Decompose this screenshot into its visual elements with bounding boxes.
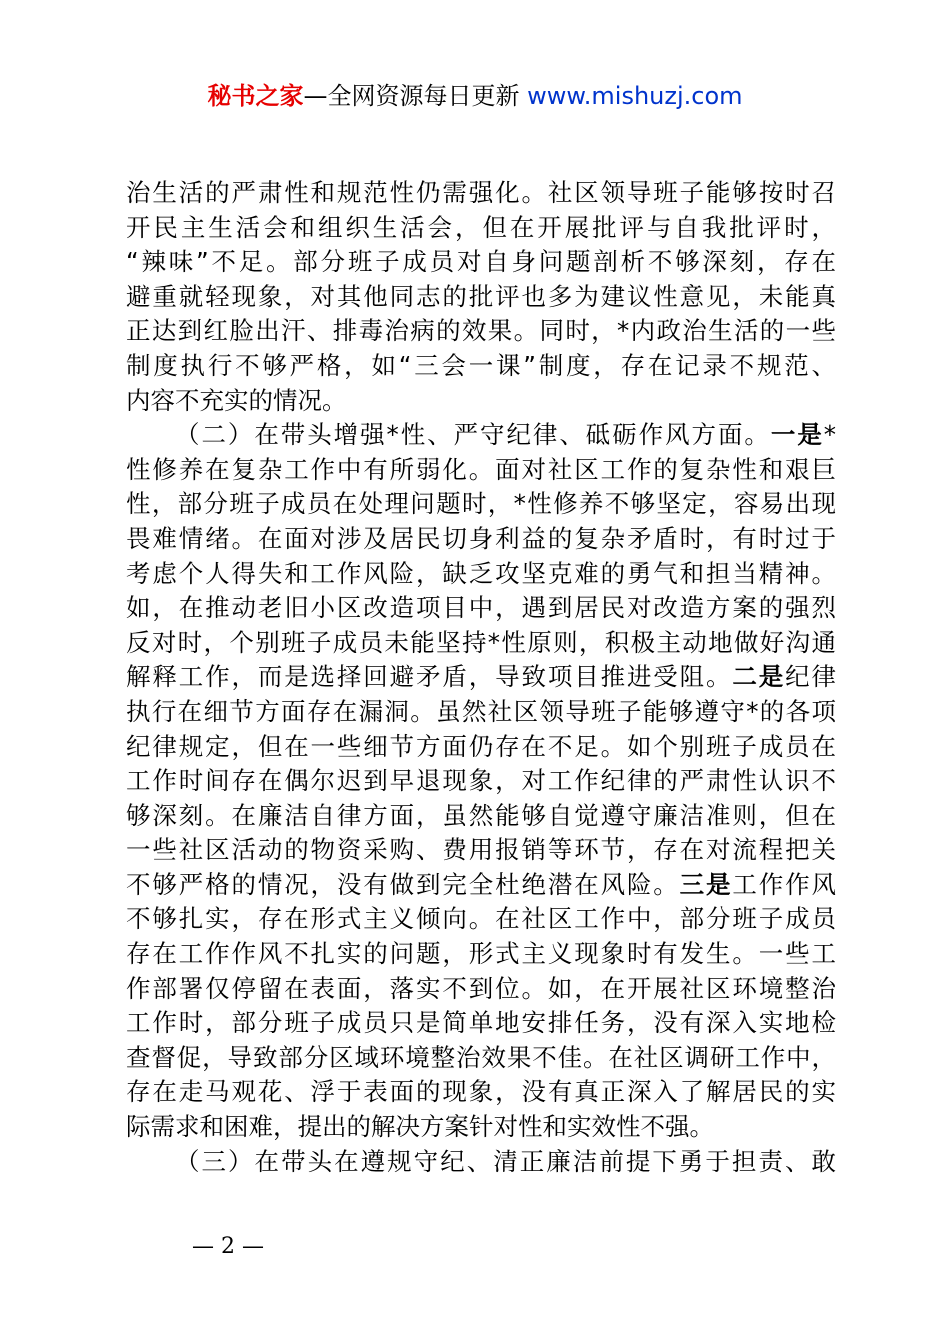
text-line [126,384,836,419]
page-number: — 2 — [192,1234,264,1259]
text-line [126,1145,836,1180]
text-run: 存在工作作风不扎实的问题，形式主义现象时有发生。一些工 [126,939,836,969]
text-run: 制度执行不够严格，如“三会一课”制度，存在记录不规范、 [126,350,836,380]
text-line [126,868,836,903]
site-url-link[interactable]: www.mishuzj.com [527,82,743,110]
text-run: 内容不充实的情况。 [126,385,347,415]
text-run: 开民主生活会和组织生活会，但在开展批评与自我批评时， [126,212,836,242]
text-run: 存在走马观花、浮于表面的现象，没有真正深入了解居民的实 [126,1077,836,1107]
document-body [126,176,836,1179]
text-run: 纪律规定，但在一些细节方面仍存在不足。如个别班子成员在 [126,731,836,761]
text-line [126,1006,836,1041]
text-run: 查督促，导致部分区域环境整治效果不佳。在社区调研工作中， [126,1042,836,1072]
text-line [126,764,836,799]
text-run: 正达到红脸出汗、排毒治病的效果。同时，*内政治生活的一些 [126,316,836,346]
text-run: “辣味”不足。部分班子成员对自身问题剖析不够深刻，存在 [126,247,836,277]
text-line [126,972,836,1007]
text-run: 够深刻。在廉洁自律方面，虽然能够自觉遵守廉洁准则，但在 [126,800,836,830]
text-line [126,695,836,730]
text-line [126,626,836,661]
text-line [126,522,836,557]
text-line [126,557,836,592]
text-run: 避重就轻现象，对其他同志的批评也多为建议性意见，未能真 [126,281,836,311]
text-line [126,487,836,522]
text-run: 一些社区活动的物资采购、费用报销等环节，存在对流程把关 [126,835,836,865]
text-run: * [823,420,837,450]
text-run: 如，在推动老旧小区改造项目中，遇到居民对改造方案的强烈 [126,593,836,623]
text-run: 治生活的严肃性和规范性仍需强化。社区领导班子能够按时召 [126,178,836,207]
brand-name: 秘书之家 [207,82,304,110]
bold-marker: 二是 [732,662,786,692]
text-line [126,660,836,695]
text-run: （二）在带头增强*性、严守纪律、砥砺作风方面。 [175,420,771,450]
text-run: 反对时，个别班子成员未能坚持*性原则，积极主动地做好沟通 [126,627,836,657]
text-run: 考虑个人得失和工作风险，缺乏攻坚克难的勇气和担当精神。 [126,558,836,588]
text-run: 不够严格的情况，没有做到完全杜绝潜在风险。 [126,869,680,899]
text-run: 执行在细节方面存在漏洞。虽然社区领导班子能够遵守*的各项 [126,696,836,726]
text-line [126,730,836,765]
text-run: 不够扎实，存在形式主义倾向。在社区工作中，部分班子成员 [126,904,836,934]
text-run: 工作时，部分班子成员只是简单地安排任务，没有深入实地检 [126,1008,836,1038]
text-line [126,418,836,453]
text-run: 工作时间存在偶尔迟到早退现象，对工作纪律的严肃性认识不 [126,766,836,796]
text-run: 性，部分班子成员在处理问题时，*性修养不够坚定，容易出现 [126,489,836,519]
text-line [126,453,836,488]
text-line [126,1110,836,1145]
text-line [126,833,836,868]
text-run: （三）在带头在遵规守纪、清正廉洁前提下勇于担责、敢 [175,1146,836,1176]
text-line [126,349,836,384]
text-line [126,280,836,315]
text-run: 解释工作，而是选择回避矛盾，导致项目推进受阻。 [126,662,733,692]
text-line [126,799,836,834]
text-run: 性修养在复杂工作中有所弱化。面对社区工作的复杂性和艰巨 [126,454,836,484]
page-header [0,78,950,114]
bold-marker: 一是 [770,420,824,450]
bold-marker: 三是 [679,869,733,899]
header-slogan: —全网资源每日更新 [303,82,528,110]
text-line [126,902,836,937]
text-line [126,591,836,626]
text-line [126,937,836,972]
text-line [126,211,836,246]
text-line [126,176,836,211]
text-line [126,314,836,349]
text-run: 作部署仅停留在表面，落实不到位。如，在开展社区环境整治 [126,973,836,1003]
text-run: 工作作风 [732,869,837,899]
text-line [126,1041,836,1076]
text-line [126,245,836,280]
text-line [126,1075,836,1110]
text-run: 际需求和困难，提出的解决方案针对性和实效性不强。 [126,1112,714,1142]
text-run: 纪律 [785,662,837,692]
text-run: 畏难情绪。在面对涉及居民切身利益的复杂矛盾时，有时过于 [126,523,836,553]
